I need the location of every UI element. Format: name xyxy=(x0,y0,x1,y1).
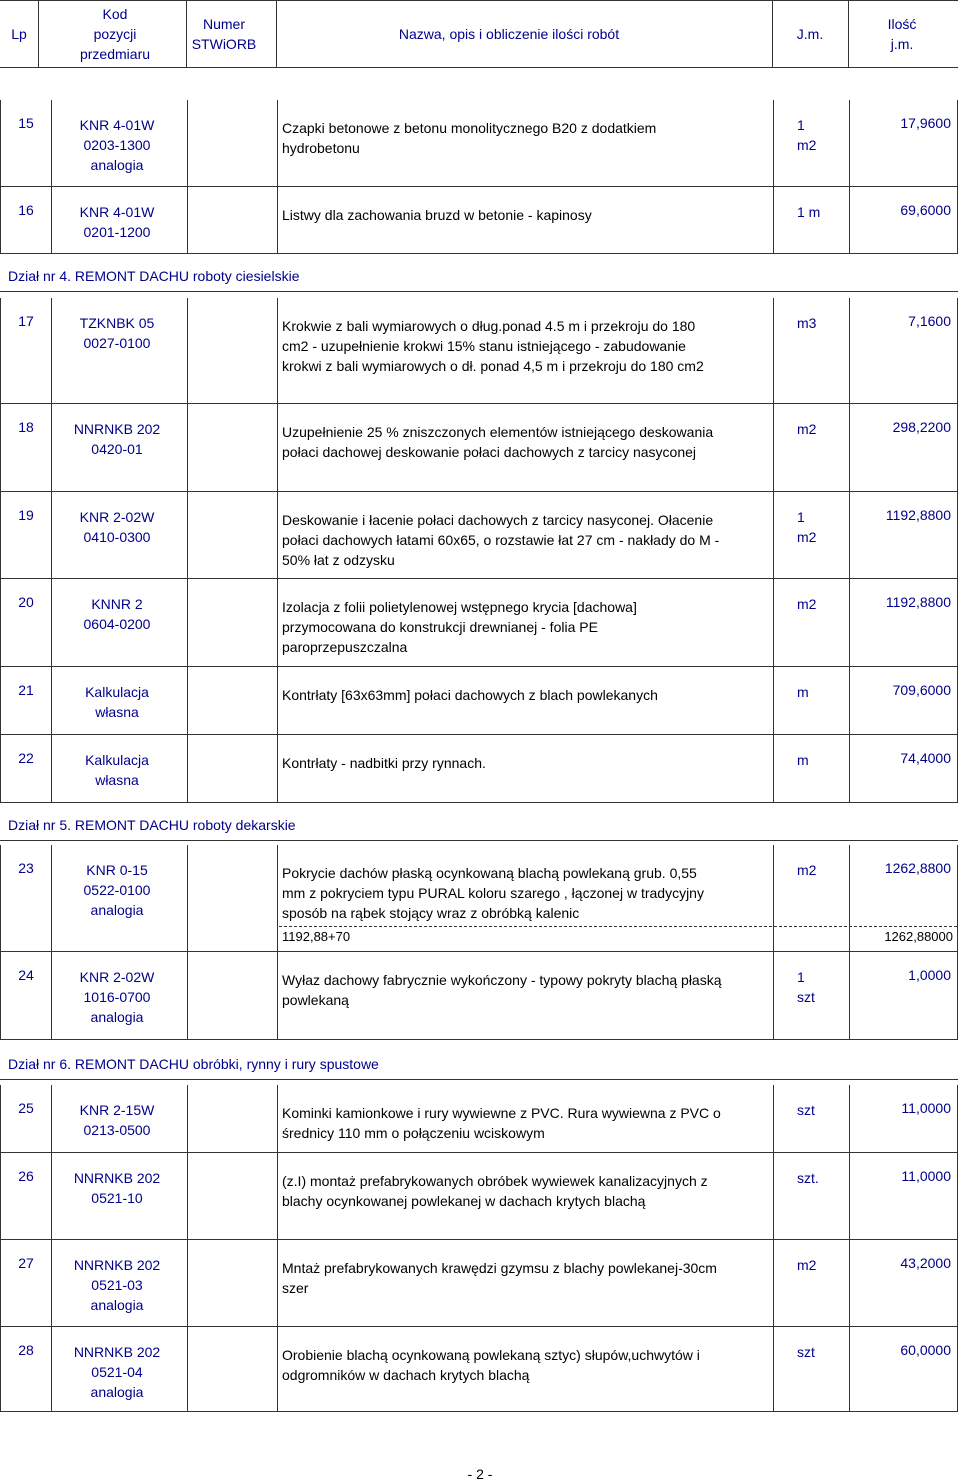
row-desc: Kontrłaty [63x63mm] połaci dachowych z blach powlekanych xyxy=(282,687,658,703)
table-row xyxy=(0,1240,958,1327)
row-jm: m3 xyxy=(797,315,817,331)
row-desc: Czapki betonowe z betonu monolitycznego B20 z dodatkiem hydrobetonu xyxy=(282,120,657,156)
table-row xyxy=(0,1327,958,1412)
section-heading: Dział nr 6. REMONT DACHU obróbki, rynny i rury spustowe xyxy=(0,1050,958,1080)
row-jm: 1 m xyxy=(797,204,821,220)
row-ilosc: 1,0000 xyxy=(908,967,951,983)
row-kod: NNRNKB 202 0521-04 analogia xyxy=(73,1344,161,1400)
table-row xyxy=(0,404,958,492)
row-ilosc: 7,1600 xyxy=(908,313,951,329)
row-jm: m2 xyxy=(797,596,817,612)
header-ilosc: Ilość j.m. xyxy=(887,16,917,52)
row-ilosc: 60,0000 xyxy=(900,1342,951,1358)
row-lp: 20 xyxy=(18,594,34,610)
table-row xyxy=(0,1085,958,1153)
table-row xyxy=(0,492,958,579)
row-kod: KNR 4-01W 0201-1200 xyxy=(79,204,155,240)
page-number: - 2 - xyxy=(467,1466,493,1482)
row-ilosc: 69,6000 xyxy=(900,202,951,218)
row-jm: szt xyxy=(797,1102,815,1118)
row-jm: 1 m2 xyxy=(797,117,817,153)
row-ilosc: 709,6000 xyxy=(892,682,951,698)
row-kod: Kalkulacja własna xyxy=(85,752,149,788)
calc-result: 1262,88000 xyxy=(884,929,953,944)
row-jm: 1 szt xyxy=(797,969,815,1005)
row-jm: m2 xyxy=(797,1257,817,1273)
row-jm: m2 xyxy=(797,862,817,878)
table-row xyxy=(0,579,958,667)
row-lp: 28 xyxy=(18,1342,34,1358)
row-lp: 22 xyxy=(18,750,34,766)
row-lp: 21 xyxy=(18,682,34,698)
row-jm: m xyxy=(797,752,809,768)
header-numer: Numer STWiORB xyxy=(191,16,257,52)
table-row xyxy=(0,1153,958,1240)
table-row xyxy=(0,187,958,254)
row-kod: KNR 2-15W 0213-0500 xyxy=(79,1102,155,1138)
section-heading: Dział nr 5. REMONT DACHU roboty dekarskie xyxy=(0,811,958,841)
row-ilosc: 1192,8800 xyxy=(885,594,951,610)
row-desc: Pokrycie dachów płaską ocynkowaną blachą powlekaną grub. 0,55 mm z pokryciem typu PURAL koloru szarego , łączonej w tradycyjny sposób na rąbek stojący wraz z obróbką kalenic xyxy=(282,865,704,921)
row-ilosc: 17,9600 xyxy=(900,115,951,131)
row-kod: TZKNBK 05 0027-0100 xyxy=(79,315,155,351)
row-jm: 1 m2 xyxy=(797,509,817,545)
row-desc: (z.I) montaż prefabrykowanych obróbek wywiewek kanalizacyjnych z blachy ocynkowanej powlekanej w dachach krytych blachą xyxy=(282,1173,708,1209)
header-nazwa: Nazwa, opis i obliczenie ilości robót xyxy=(398,26,620,42)
row-kod: KNR 0-15 0522-0100 analogia xyxy=(83,862,151,918)
row-ilosc: 43,2000 xyxy=(900,1255,951,1271)
row-desc: Krokwie z bali wymiarowych o dług.ponad 4.5 m i przekroju do 180 cm2 - uzupełnienie krokwi 15% stanu istniejącego - zabudowanie krokwi z bali wymiarowych o dł. ponad 4,5 m i przekroju do 180 cm2 xyxy=(282,318,704,374)
row-kod: NNRNKB 202 0420-01 xyxy=(73,421,161,457)
section-heading: Dział nr 4. REMONT DACHU roboty ciesielskie xyxy=(0,262,958,292)
row-lp: 25 xyxy=(18,1100,34,1116)
row-kod: KNR 4-01W 0203-1300 analogia xyxy=(79,117,155,173)
row-lp: 15 xyxy=(18,115,34,131)
row-desc: Kontrłaty - nadbitki przy rynnach. xyxy=(282,755,486,771)
header-kod: Kod pozycji przedmiaru xyxy=(79,6,151,62)
row-desc: Orobienie blachą ocynkowaną powlekaną sztyc) słupów,uchwytów i odgromników w dachach krytych blachą xyxy=(282,1347,700,1383)
row-kod: NNRNKB 202 0521-03 analogia xyxy=(73,1257,161,1313)
row-desc: Deskowanie i łacenie połaci dachowych z tarcicy nasyconej. Ołacenie połaci dachowych łatami 60x65, o rozstawie łat 27 cm - nakłady do M - 50% łat z odzysku xyxy=(282,512,720,568)
row-lp: 16 xyxy=(18,202,34,218)
row-kod: KNR 2-02W 1016-0700 analogia xyxy=(79,969,155,1025)
row-desc: Mntaż prefabrykowanych krawędzi gzymsu z blachy powlekanej-30cm szer xyxy=(282,1260,717,1296)
row-lp: 17 xyxy=(18,313,34,329)
row-ilosc: 11,0000 xyxy=(901,1168,951,1184)
row-ilosc: 11,0000 xyxy=(901,1100,951,1116)
row-ilosc: 1192,8800 xyxy=(885,507,951,523)
row-lp: 19 xyxy=(18,507,34,523)
row-jm: szt xyxy=(797,1344,815,1360)
row-jm: m2 xyxy=(797,421,817,437)
table-row xyxy=(0,735,958,803)
row-lp: 23 xyxy=(18,860,34,876)
table-row xyxy=(0,667,958,735)
row-desc: Wyłaz dachowy fabrycznie wykończony - typowy pokryty blachą płaską powlekaną xyxy=(282,972,722,1008)
row-ilosc: 1262,8800 xyxy=(884,860,951,876)
row-desc: Izolacja z folii polietylenowej wstępnego krycia [dachowa] przymocowana do konstrukcji drewnianej - folia PE paroprzepuszczalna xyxy=(282,599,637,655)
table-row xyxy=(0,100,958,187)
calc-divider xyxy=(279,926,957,927)
row-ilosc: 298,2200 xyxy=(892,419,951,435)
row-lp: 27 xyxy=(18,1255,34,1271)
table-row xyxy=(0,845,958,952)
row-lp: 26 xyxy=(18,1168,34,1184)
table-header xyxy=(0,0,958,68)
table-row xyxy=(0,952,958,1040)
row-desc: Listwy dla zachowania bruzd w betonie - kapinosy xyxy=(282,207,592,223)
row-jm: m xyxy=(797,684,809,700)
row-ilosc: 74,4000 xyxy=(900,750,951,766)
row-desc: Kominki kamionkowe i rury wywiewne z PVC. Rura wywiewna z PVC o średnicy 110 mm o połączeniu wciskowym xyxy=(282,1105,721,1141)
row-kod: KNR 2-02W 0410-0300 xyxy=(79,509,155,545)
row-jm: szt. xyxy=(797,1170,819,1186)
table-row xyxy=(0,298,958,404)
header-lp: Lp xyxy=(11,26,27,42)
row-lp: 24 xyxy=(18,967,34,983)
row-kod: Kalkulacja własna xyxy=(85,684,149,720)
row-desc: Uzupełnienie 25 % zniszczonych elementów istniejącego deskowania połaci dachowej deskowanie połaci dachowych z tarcicy nasyconej xyxy=(282,424,714,460)
row-kod: KNNR 2 0604-0200 xyxy=(83,596,151,632)
row-kod: NNRNKB 202 0521-10 xyxy=(73,1170,161,1206)
calc-expression: 1192,88+70 xyxy=(282,929,351,944)
header-jm: J.m. xyxy=(796,26,824,42)
row-lp: 18 xyxy=(18,419,34,435)
